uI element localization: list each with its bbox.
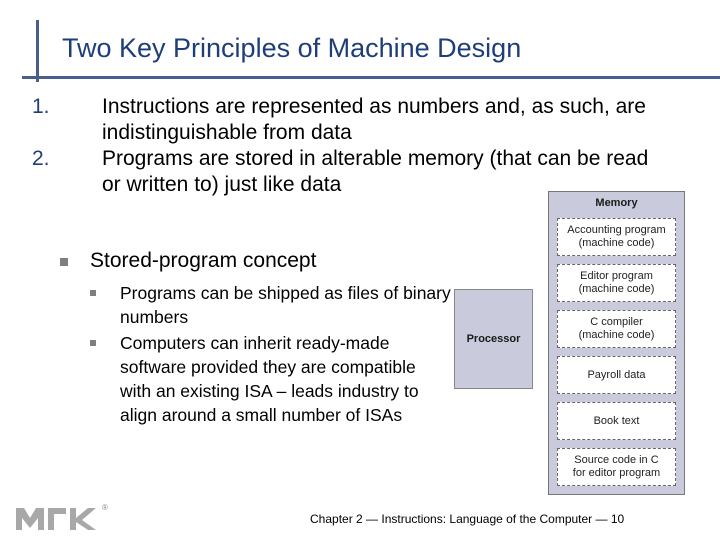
memory-item	[557, 310, 676, 348]
memory-item-line2: (machine code)	[578, 329, 655, 341]
principle-item-1	[28, 94, 708, 146]
memory-label: Memory	[595, 197, 638, 209]
principle-number: 2.	[32, 147, 50, 170]
memory-item-line2: for editor program	[572, 467, 661, 479]
sub-bullet-list	[120, 281, 460, 429]
memory-item-line1: Editor program	[580, 270, 653, 282]
footer-text: Chapter 2 — Instructions: Language of the Computer — 10	[310, 512, 625, 526]
bullet-square-icon	[60, 258, 68, 266]
sub-bullet-square-icon	[90, 290, 96, 296]
principles-list	[28, 94, 708, 198]
processor-label: Processor	[466, 333, 521, 345]
memory-item	[557, 218, 676, 256]
memory-item-line1: Source code in C	[574, 454, 659, 466]
memory-item	[557, 448, 676, 486]
memory-item-line1: Book text	[593, 414, 640, 427]
memory-item	[557, 402, 676, 440]
mk-logo-icon	[14, 500, 114, 532]
title-accent-horizontal-rule	[22, 76, 720, 79]
sub-bullet-item	[120, 281, 460, 329]
memory-item	[557, 264, 676, 302]
principle-text: Programs are stored in alterable memory (that can be read or written to) just like data	[102, 147, 649, 196]
processor-block	[454, 289, 533, 389]
registered-mark: ®	[102, 503, 108, 512]
memory-item-line1: C compiler	[590, 316, 643, 328]
memory-item-line1: Payroll data	[587, 368, 646, 381]
sub-bullet-text: Programs can be shipped as files of binary numbers	[120, 283, 451, 327]
memory-item-line1: Accounting program	[567, 224, 666, 236]
sub-bullet-item	[120, 331, 430, 427]
memory-item-line2: (machine code)	[578, 237, 655, 249]
memory-block	[548, 191, 685, 495]
memory-item-line2: (machine code)	[578, 283, 655, 295]
principle-number: 1.	[32, 95, 50, 118]
title-accent-vertical-rule	[36, 20, 39, 82]
sub-bullet-square-icon	[90, 340, 96, 346]
memory-item	[557, 356, 676, 394]
slide-title: Two Key Principles of Machine Design	[62, 33, 522, 63]
sub-bullet-text: Computers can inherit ready-made software provided they are compatible with an existing ISA – leads industry to align around a small number of ISAs	[120, 333, 419, 425]
bullet-text: Stored-program concept	[90, 249, 317, 272]
principle-text: Instructions are represented as numbers and, as such, are indistinguishable from data	[102, 95, 646, 144]
